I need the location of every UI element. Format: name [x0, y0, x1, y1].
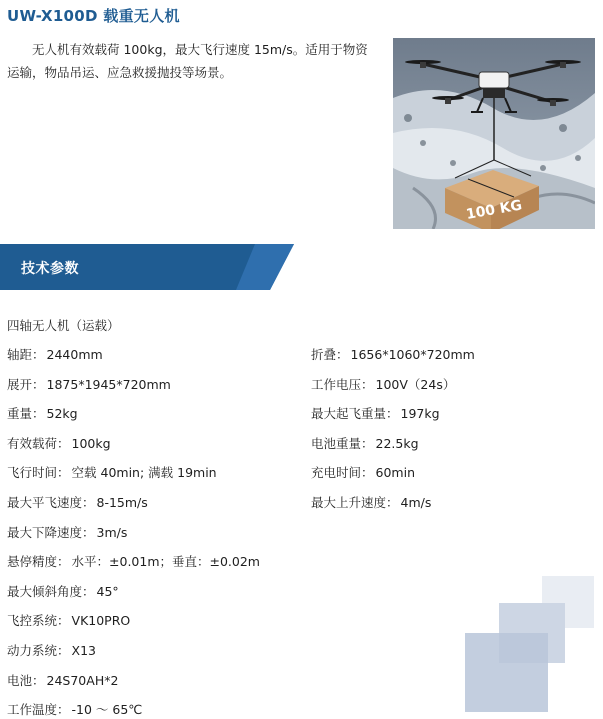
spec-value: 22.5kg: [375, 435, 419, 451]
spec-label: 最大平飞速度：: [7, 495, 95, 510]
spec-row: [7, 404, 78, 422]
spec-label: 充电时间：: [311, 465, 374, 481]
spec-row: [7, 671, 118, 689]
spec-value: 3m/s: [96, 524, 128, 540]
spec-row: [7, 345, 103, 363]
spec-value: 100kg: [71, 435, 111, 451]
spec-label: 电池重量：: [311, 435, 374, 451]
spec-value: 60min: [375, 465, 415, 481]
spec-label: 最大上升速度：: [311, 495, 399, 510]
spec-row: [7, 375, 171, 393]
spec-value: 197kg: [400, 406, 440, 422]
spec-label: 最大起飞重量：: [311, 406, 399, 422]
product-title: UW-X100D 载重无人机: [7, 7, 180, 25]
spec-row: [7, 611, 130, 629]
spec-label: 工作电压：: [311, 376, 374, 392]
spec-value: 8-15m/s: [96, 495, 148, 510]
spec-value: 空载 40min; 满载 19min: [71, 465, 217, 481]
spec-row: [7, 641, 96, 659]
spec-label: 有效载荷：: [7, 435, 70, 451]
drone-type: 四轴无人机（运载）: [7, 318, 120, 333]
spec-row: [311, 463, 415, 481]
spec-value: 水平：±0.01m；垂直：±0.02m: [71, 554, 260, 570]
spec-row: [7, 582, 119, 600]
drone-illustration: [393, 38, 595, 229]
spec-row: [7, 700, 142, 718]
spec-value: 4m/s: [400, 495, 432, 510]
spec-value: 100V（24s）: [375, 376, 456, 392]
spec-value: 52kg: [46, 406, 78, 422]
spec-row: [7, 463, 217, 481]
spec-label: 飞控系统：: [7, 613, 70, 629]
spec-row: [311, 375, 455, 393]
spec-row: [311, 493, 431, 511]
drone-photo: [393, 38, 595, 229]
spec-row: [311, 345, 475, 363]
spec-row: [7, 434, 111, 452]
spec-label: 折叠：: [311, 347, 349, 362]
spec-value: 24S70AH*2: [46, 672, 119, 688]
spec-value: 1656*1060*720mm: [350, 347, 475, 362]
product-intro: 无人机有效载荷 100kg，最大飞行速度 15m/s。适用于物资运输，物品吊运、应急救援抛投等场景。: [7, 42, 368, 80]
spec-label: 展开：: [7, 376, 45, 392]
spec-row: [311, 404, 440, 422]
spec-value: -10 ～ 65℃: [71, 702, 143, 718]
spec-label: 最大倾斜角度：: [7, 583, 95, 599]
spec-row: [311, 434, 419, 452]
spec-value: VK10PRO: [71, 613, 131, 629]
section-banner: [0, 244, 294, 290]
spec-value: 45°: [96, 583, 119, 599]
spec-label: 电池：: [7, 672, 45, 688]
spec-value: 2440mm: [46, 347, 103, 362]
spec-row: [7, 552, 260, 570]
spec-label: 最大下降速度：: [7, 524, 95, 540]
spec-label: 悬停精度：: [7, 554, 70, 570]
spec-label: 飞行时间：: [7, 465, 70, 481]
spec-value: X13: [71, 643, 96, 658]
spec-label: 动力系统：: [7, 643, 70, 658]
spec-label: 重量：: [7, 406, 45, 422]
spec-row: [7, 523, 127, 541]
spec-value: 1875*1945*720mm: [46, 376, 171, 392]
spec-row: [7, 493, 148, 511]
section-title: 技术参数: [21, 261, 79, 277]
decorative-square: [465, 633, 548, 712]
spec-label: 轴距：: [7, 347, 45, 362]
cargo-label: 100 KG: [464, 197, 524, 223]
spec-label: 工作温度：: [7, 702, 70, 718]
